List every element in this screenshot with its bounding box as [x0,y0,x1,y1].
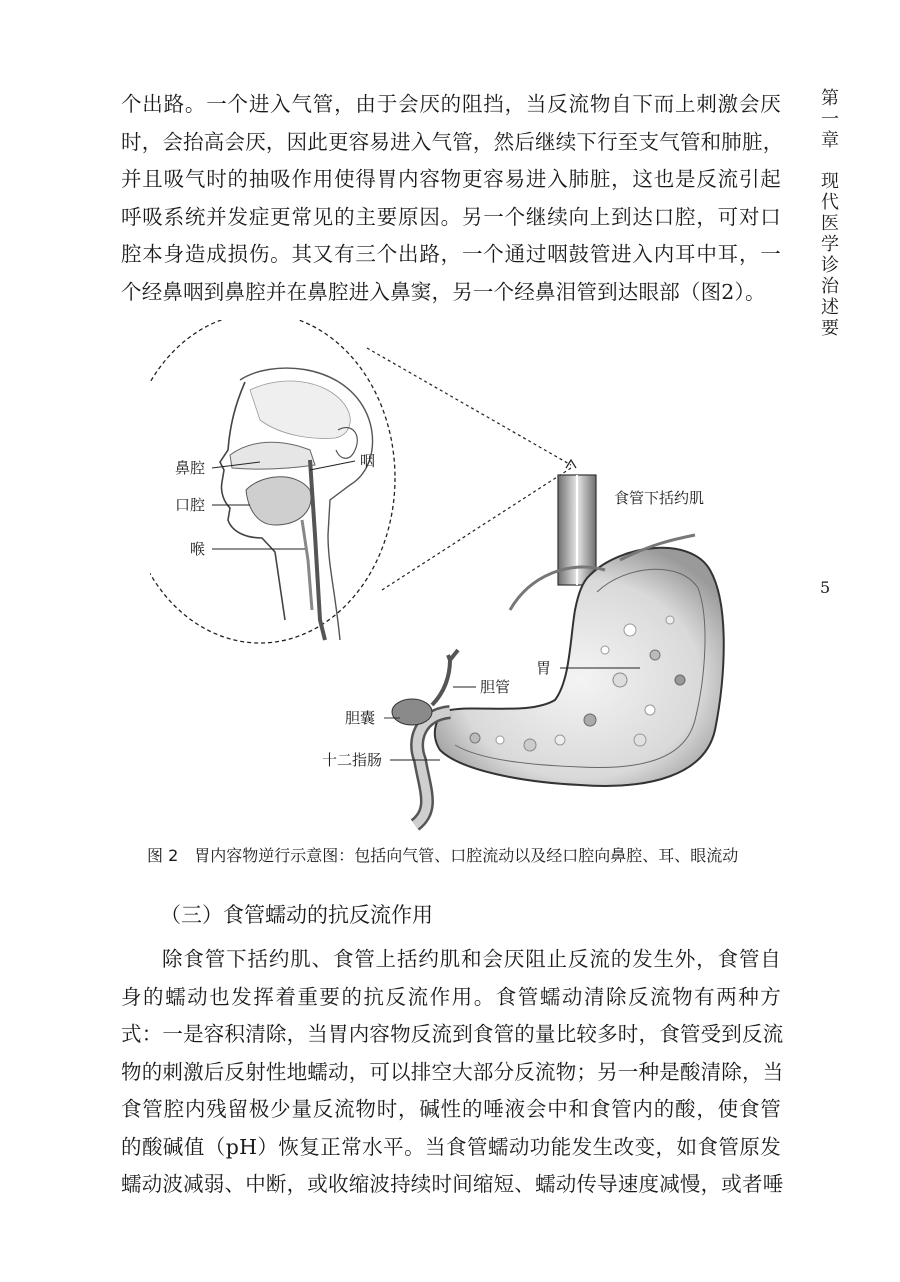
body-paragraph-2 [121,941,784,1204]
label-larynx: 喉 [190,540,206,558]
zoom-line-top [367,348,571,465]
text-line: 腔本身造成损伤。其又有三个出路，一个通过咽鼓管进入内耳中耳，一 [121,242,781,266]
title-char: 代 [821,192,839,213]
text-line: 呼吸系统并发症更常见的主要原因。另一个继续向上到达口腔，可对口 [121,204,781,229]
section-heading: （三）食管蠕动的抗反流作用 [160,903,433,927]
title-char: 要 [821,318,839,339]
label-nasal-cavity: 鼻腔 [175,459,206,477]
text-line: 蠕动波减弱、中断，或收缩波持续时间缩短、蠕动传导速度减慢，或者唾 [121,1172,784,1196]
title-char: 学 [821,234,839,255]
label-gallbladder: 胆囊 [345,709,376,727]
chapter-char: 章 [821,130,839,151]
chapter-char: 一 [821,109,839,130]
label-les: 食管下括约肌 [614,489,705,507]
text-line: 并且吸气时的抽吸作用使得胃内容物更容易进入肺脏，这也是反流引起 [121,167,781,191]
label-duodenum: 十二指肠 [322,751,383,769]
text-line: 身的蠕动也发挥着重要的抗反流作用。食管蠕动清除反流物有两种方 [121,984,781,1009]
title-char: 述 [821,297,839,318]
title-char: 诊 [821,255,839,276]
zoom-line-bottom [382,468,571,590]
page-number: 5 [820,578,831,597]
arrow-up-icon [566,460,576,468]
text-line: 式：一是容积清除，当胃内容物反流到食管的量比较多时，食管受到反流 [121,1022,784,1046]
label-oral-cavity: 口腔 [175,496,206,514]
text-line: 物的刺激后反射性地蠕动，可以排空大部分反流物；另一种是酸清除，当 [121,1059,784,1084]
text-line: 食管腔内残留极少量反流物时，碱性的唾液会中和食管内的酸，使食管 [121,1097,781,1121]
text-line: 的酸碱值（pH）恢复正常水平。当食管蠕动功能发生改变，如食管原发 [121,1134,781,1159]
text-line: 个出路。一个进入气管，由于会厌的阻挡，当反流物自下而上刺激会厌 [121,92,781,116]
chapter-side-title [818,88,842,339]
figure-caption: 图 2 胃内容物逆行示意图：包括向气管、口腔流动以及经口腔向鼻腔、耳、眼流动 [147,846,739,865]
label-pharynx: 咽 [360,452,376,470]
stomach-illustration [384,475,724,825]
title-char: 现 [821,171,839,192]
text-line: 个经鼻咽到鼻腔并在鼻腔进入鼻窦，另一个经鼻泪管到达眼部（图2）。 [121,279,766,304]
title-char: 治 [821,276,839,297]
head-inset [150,320,395,643]
body-paragraph-1 [121,86,784,311]
text-line: 时，会抬高会厌，因此更容易进入气管，然后继续下行至支气管和肺脏， [121,129,784,154]
label-bile-duct: 胆管 [480,678,511,696]
anatomy-figure [150,320,750,835]
text-line: 除食管下括约肌、食管上括约肌和会厌阻止反流的发生外，食管自 [162,947,781,971]
chapter-char: 第 [821,88,839,109]
title-char: 医 [821,213,839,234]
label-stomach: 胃 [536,659,552,677]
